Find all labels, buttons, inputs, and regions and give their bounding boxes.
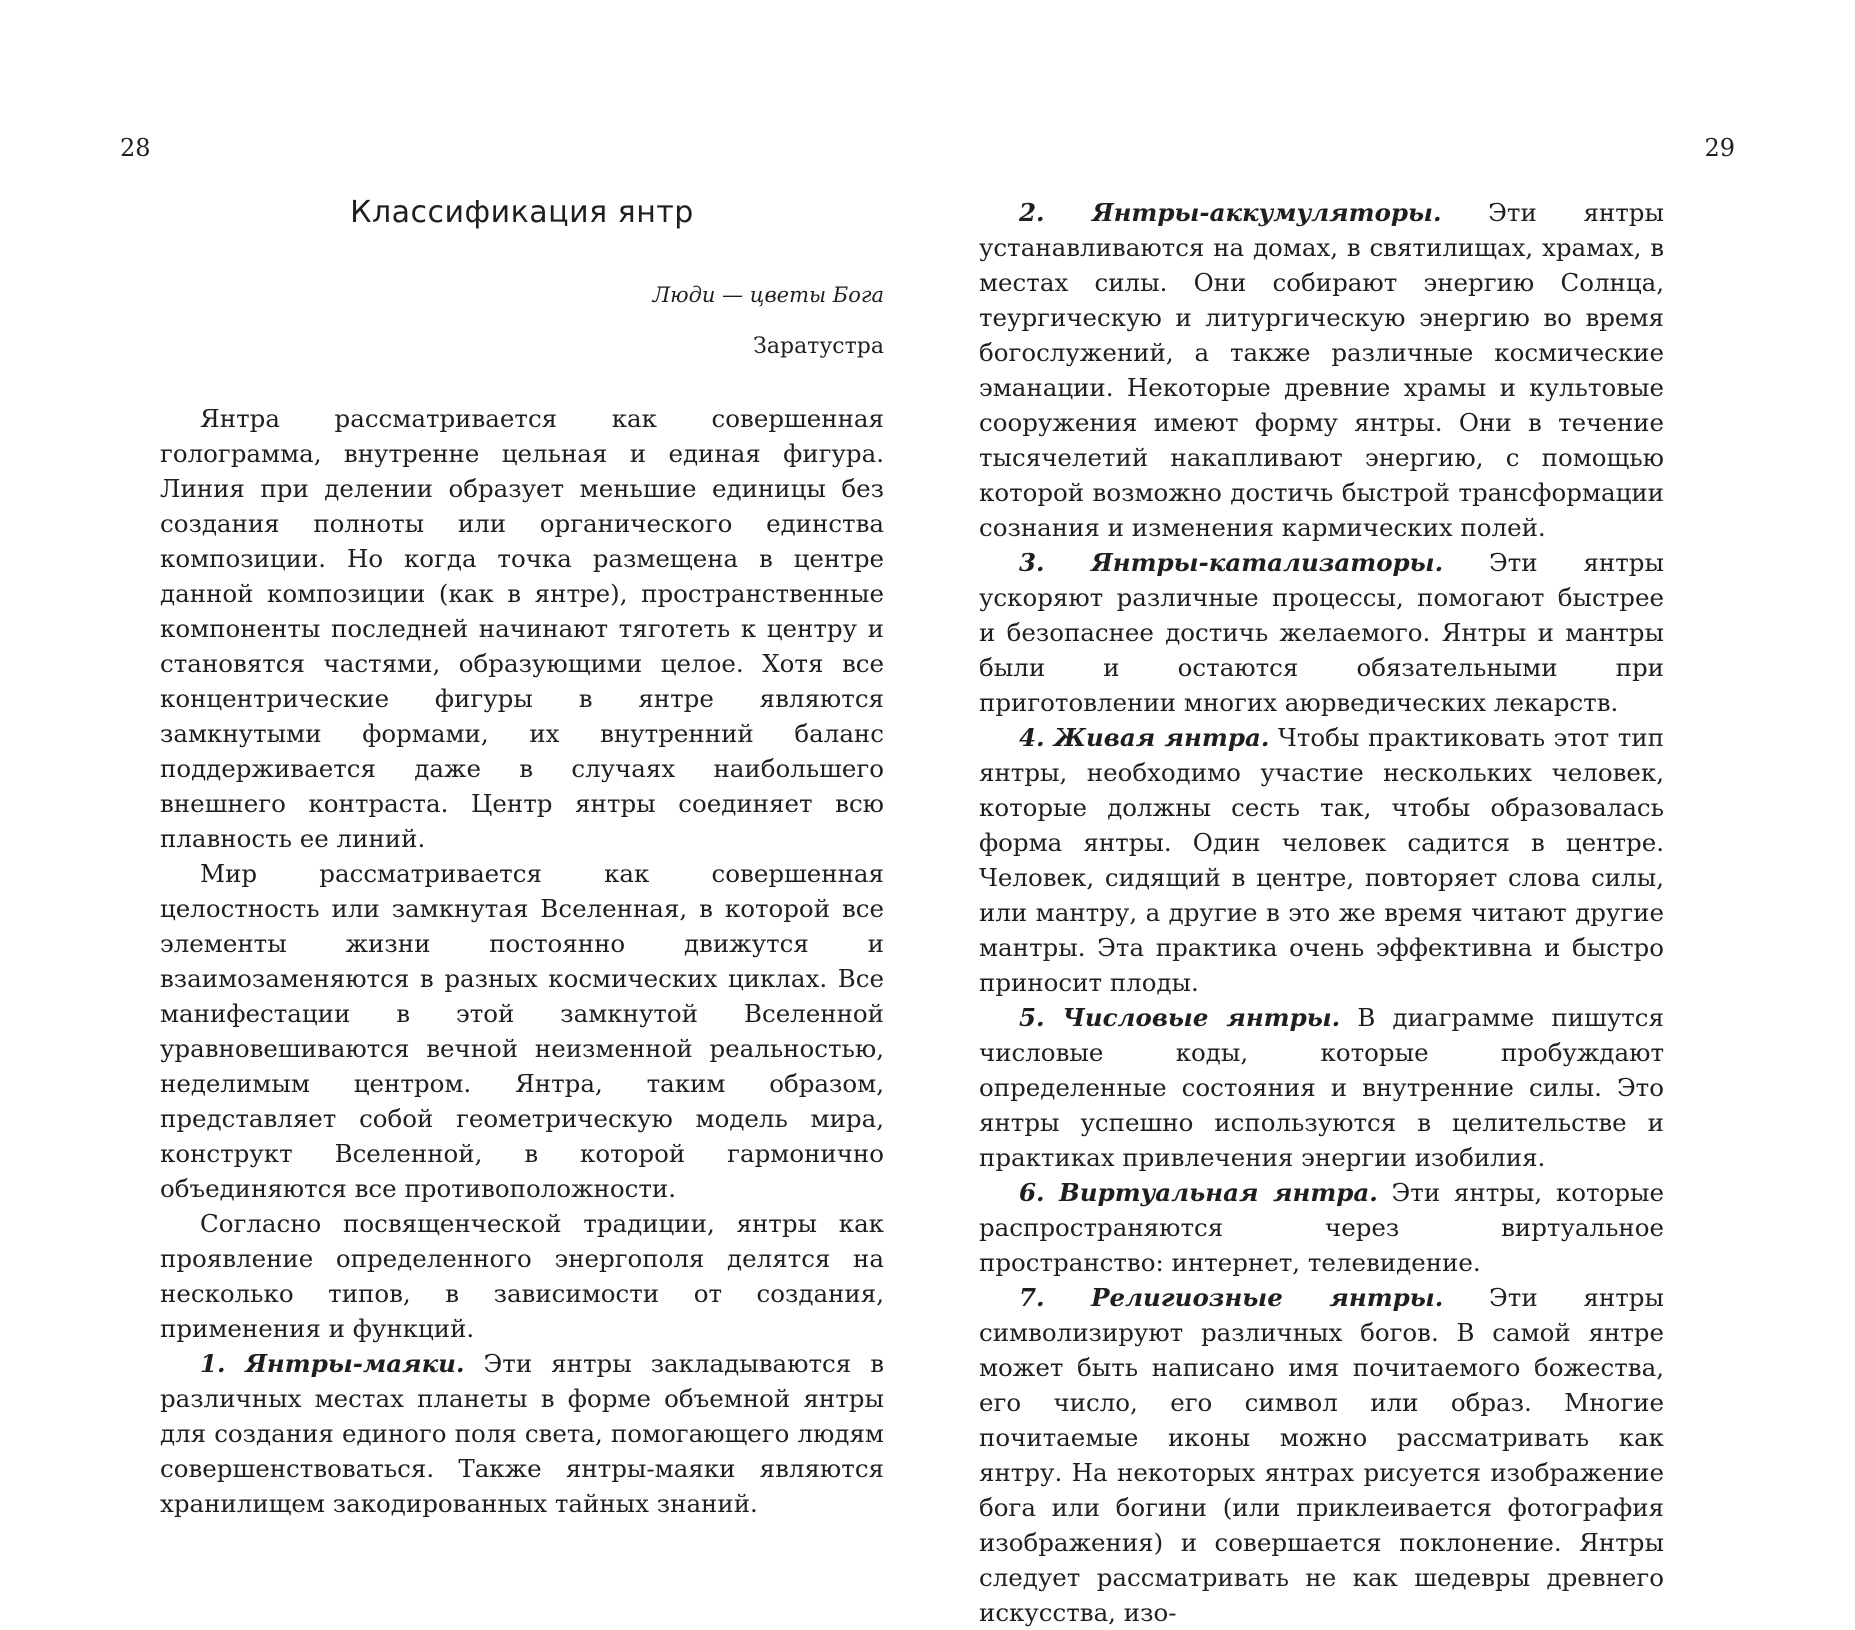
paragraph: Мир рассматривается как совершенная целостность или замкнутая Вселенная, в которой все элементы жизни постоянно движутся и взаимозаменяются в разных космических циклах. Все манифестации в этой замкнутой Вселенной уравновешиваются вечной неизменной реальностью, неделимым центром. Янтра, таким образом, представляет собой геометрическую модель мира, конструкт Вселенной, в которой гармонично объединяются все противоположности. [160,859,884,1203]
yantra-type-text: Эти янтры устанавливаются на домах, в святилищах, храмах, в местах силы. Они собирают энергию Солнца, теургическую и литургическую энергию во время богослужений, а также различные космические эманации. Некоторые древние храмы и культовые сооружения имеют форму янтры. Они в течение тысячелетий накапливают энергию, с помощью которой возможно достичь быстрой трансформации сознания и изменения кармических полей. [979,198,1664,542]
yantra-type-item [979,545,1664,720]
yantra-type-heading: 6. Виртуальная янтра. [1019,1178,1378,1207]
page-number-right: 29 [1704,134,1735,162]
yantra-type-heading: 2. Янтры-аккумуляторы. [1019,198,1442,227]
paragraph: Согласно посвященческой традиции, янтры как проявление определенного энергополя делятся на несколько типов, в зависимости от создания, применения и функций. [160,1209,884,1343]
yantra-type-heading: 5. Числовые янтры. [1019,1003,1341,1032]
yantra-type-item [160,1346,884,1521]
right-page [927,0,1855,1627]
yantra-type-item [979,1280,1664,1630]
right-page-content [979,195,1664,1630]
page-number-left: 28 [120,134,151,162]
yantra-type-text: Эти янтры символизируют различных богов. В самой янтре может быть написано имя почитаемого божества, его число, его символ или образ. Многие почитаемые иконы можно рассматривать как янтру. На некоторых янтрах рисуется изображение бога или богини (или приклеивается фотография изображения) и совершается поклонение. Янтры следует рассматривать не как шедевры древнего искусства, изо- [979,1283,1664,1627]
left-page-content [160,195,884,1521]
yantra-type-heading: 3. Янтры-катализаторы. [1019,548,1444,577]
left-page [0,0,927,1580]
yantra-type-item [979,720,1664,1000]
epigraph-author: Заратустра [753,334,884,359]
yantra-type-text: Эти янтры ускоряют различные процессы, помогают быстрее и безопаснее достичь желаемого. Янтры и мантры были и остаются обязательными при приготовлении многих аюрведических лекарств. [979,548,1664,717]
yantra-type-text: Эти янтры закладываются в различных местах планеты в форме объемной янтры для создания единого поля света, помогающего людям совершенствоваться. Также янтры-маяки являются хранилищем закодированных тайных знаний. [160,1349,884,1518]
paragraph: Янтра рассматривается как совершенная голограмма, внутренне цельная и единая фигура. Линия при делении образует меньшие единицы без создания полноты или органического единства композиции. Но когда точка размещена в центре данной композиции (как в янтре), пространственные компоненты последней начинают тяготеть к центру и становятся частями, образующими целое. Хотя все концентрические фигуры в янтре являются замкнутыми формами, их внутренний баланс поддерживается даже в случаях наибольшего внешнего контраста. Центр янтры соединяет всю плавность ее линий. [160,404,884,853]
yantra-type-item [979,1175,1664,1280]
yantra-type-heading: 4. Живая янтра. [1019,723,1270,752]
yantra-type-heading: 1. Янтры-маяки. [200,1349,465,1378]
yantra-type-text: Эти янтры, которые распространяются через виртуальное пространство: интернет, телевидение. [979,1178,1665,1277]
epigraph-quote: Люди — цветы Бога [652,283,884,307]
yantra-type-item [979,1000,1664,1175]
chapter-title: Классификация янтр [350,195,694,230]
yantra-type-heading: 7. Религиозные янтры. [1019,1283,1444,1312]
yantra-type-text: Чтобы практиковать этот тип янтры, необходимо участие нескольких человек, которые должны сесть так, чтобы образовалась форма янтры. Один человек садится в центре. Человек, сидящий в центре, повторяет слова силы, или мантру, а другие в это же время читают другие мантры. Эта практика очень эффективна и быстро приносит плоды. [979,723,1664,997]
yantra-type-item [979,195,1664,545]
yantra-type-text: В диаграмме пишутся числовые коды, которые пробуждают определенные состояния и внутренние силы. Это янтры успешно используются в целительстве и практиках привлечения энергии изобилия. [979,1003,1664,1172]
